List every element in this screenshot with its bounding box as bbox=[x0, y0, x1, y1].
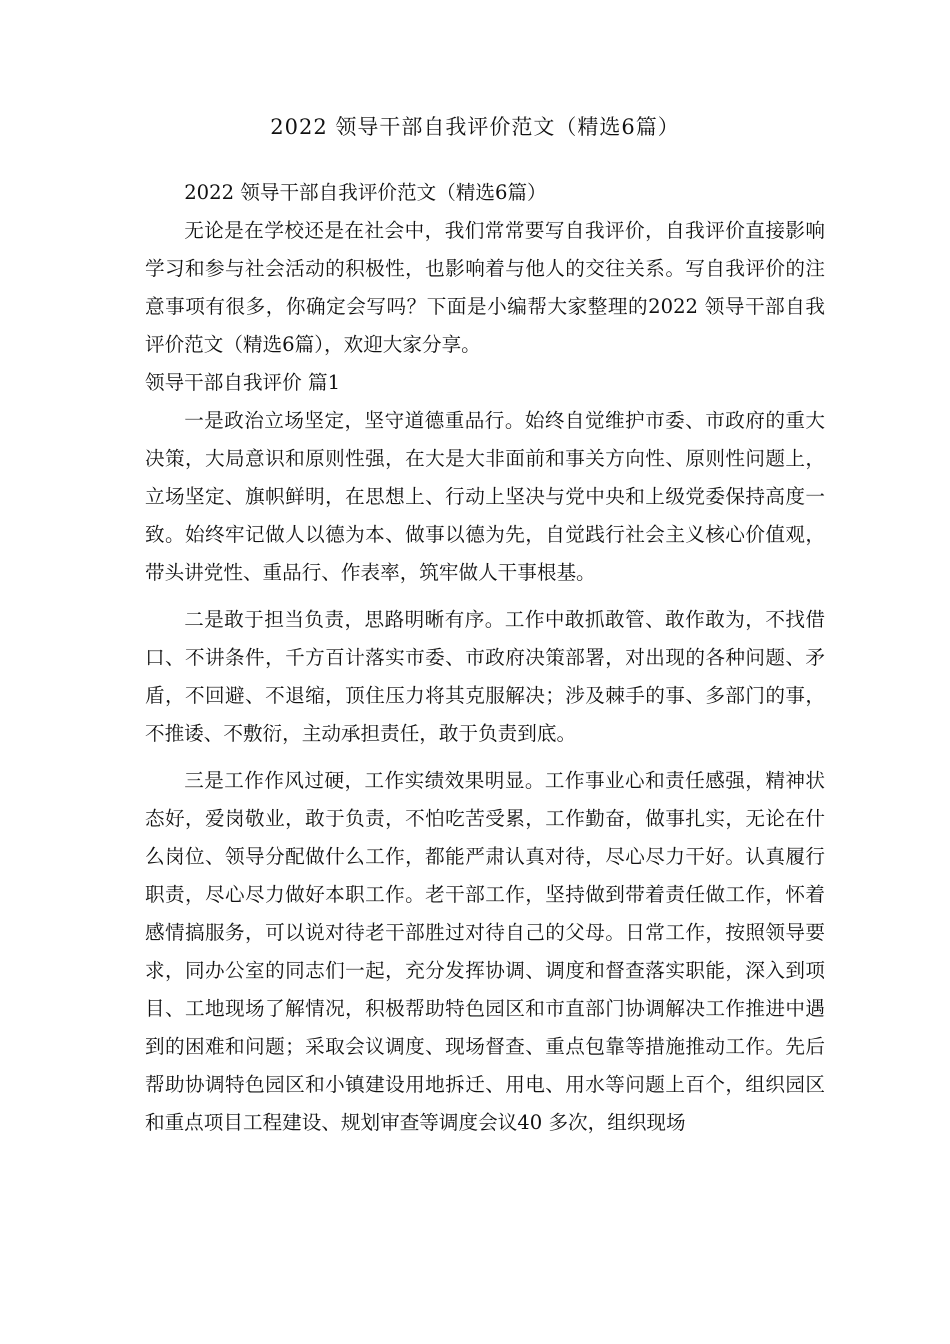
document-body bbox=[145, 174, 825, 1142]
body-paragraph-2: 二是敢于担当负责，思路明晰有序。工作中敢抓敢管、敢作敢为，不找借口、不讲条件，千方百计落实市委、市政府决策部署，对出现的各种问题、矛盾，不回避、不退缩，顶住压力将其克服解决；涉及棘手的事、多部门的事，不推诿、不敷衍，主动承担责任，敢于负责到底。 bbox=[145, 608, 825, 745]
section-heading: 领导干部自我评价 篇1 bbox=[145, 371, 341, 394]
document-title: 2022 领导干部自我评价范文（精选6篇） bbox=[270, 115, 680, 139]
body-paragraph-1: 一是政治立场坚定，坚守道德重品行。始终自觉维护市委、市政府的重大决策，大局意识和原则性强，在大是大非面前和事关方向性、原则性问题上，立场坚定、旗帜鲜明，在思想上、行动上坚决与党中央和上级党委保持高度一致。始终牢记做人以德为本、做事以德为先，自觉践行社会主义核心价值观，带头讲党性、重品行、作表率，筑牢做人干事根基。 bbox=[145, 409, 825, 584]
intro-heading: 2022 领导干部自我评价范文（精选6篇） bbox=[184, 181, 547, 204]
body-paragraph-3: 三是工作作风过硬，工作实绩效果明显。工作事业心和责任感强，精神状态好，爱岗敬业，敢于负责，不怕吃苦受累，工作勤奋，做事扎实，无论在什么岗位、领导分配做什么工作，都能严肃认真对待，尽心尽力干好。认真履行职责，尽心尽力做好本职工作。老干部工作，坚持做到带着责任做工作，怀着感情搞服务，可以说对待老干部胜过对待自己的父母。日常工作，按照领导要求，同办公室的同志们一起，充分发挥协调、调度和督查落实职能，深入到项目、工地现场了解情况，积极帮助特色园区和市直部门协调解决工作推进中遇到的困难和问题；采取会议调度、现场督查、重点包靠等措施推动工作。先后帮助协调特色园区和小镇建设用地拆迁、用电、用水等问题上百个，组织园区和重点项目工程建设、规划审查等调度会议40 多次，组织现场 bbox=[145, 769, 825, 1134]
intro-paragraph: 无论是在学校还是在社会中，我们常常要写自我评价，自我评价直接影响学习和参与社会活动的积极性，也影响着与他人的交往关系。写自我评价的注意事项有很多，你确定会写吗？下面是小编帮大家整理的2022 领导干部自我评价范文（精选6篇），欢迎大家分享。 bbox=[145, 219, 825, 356]
